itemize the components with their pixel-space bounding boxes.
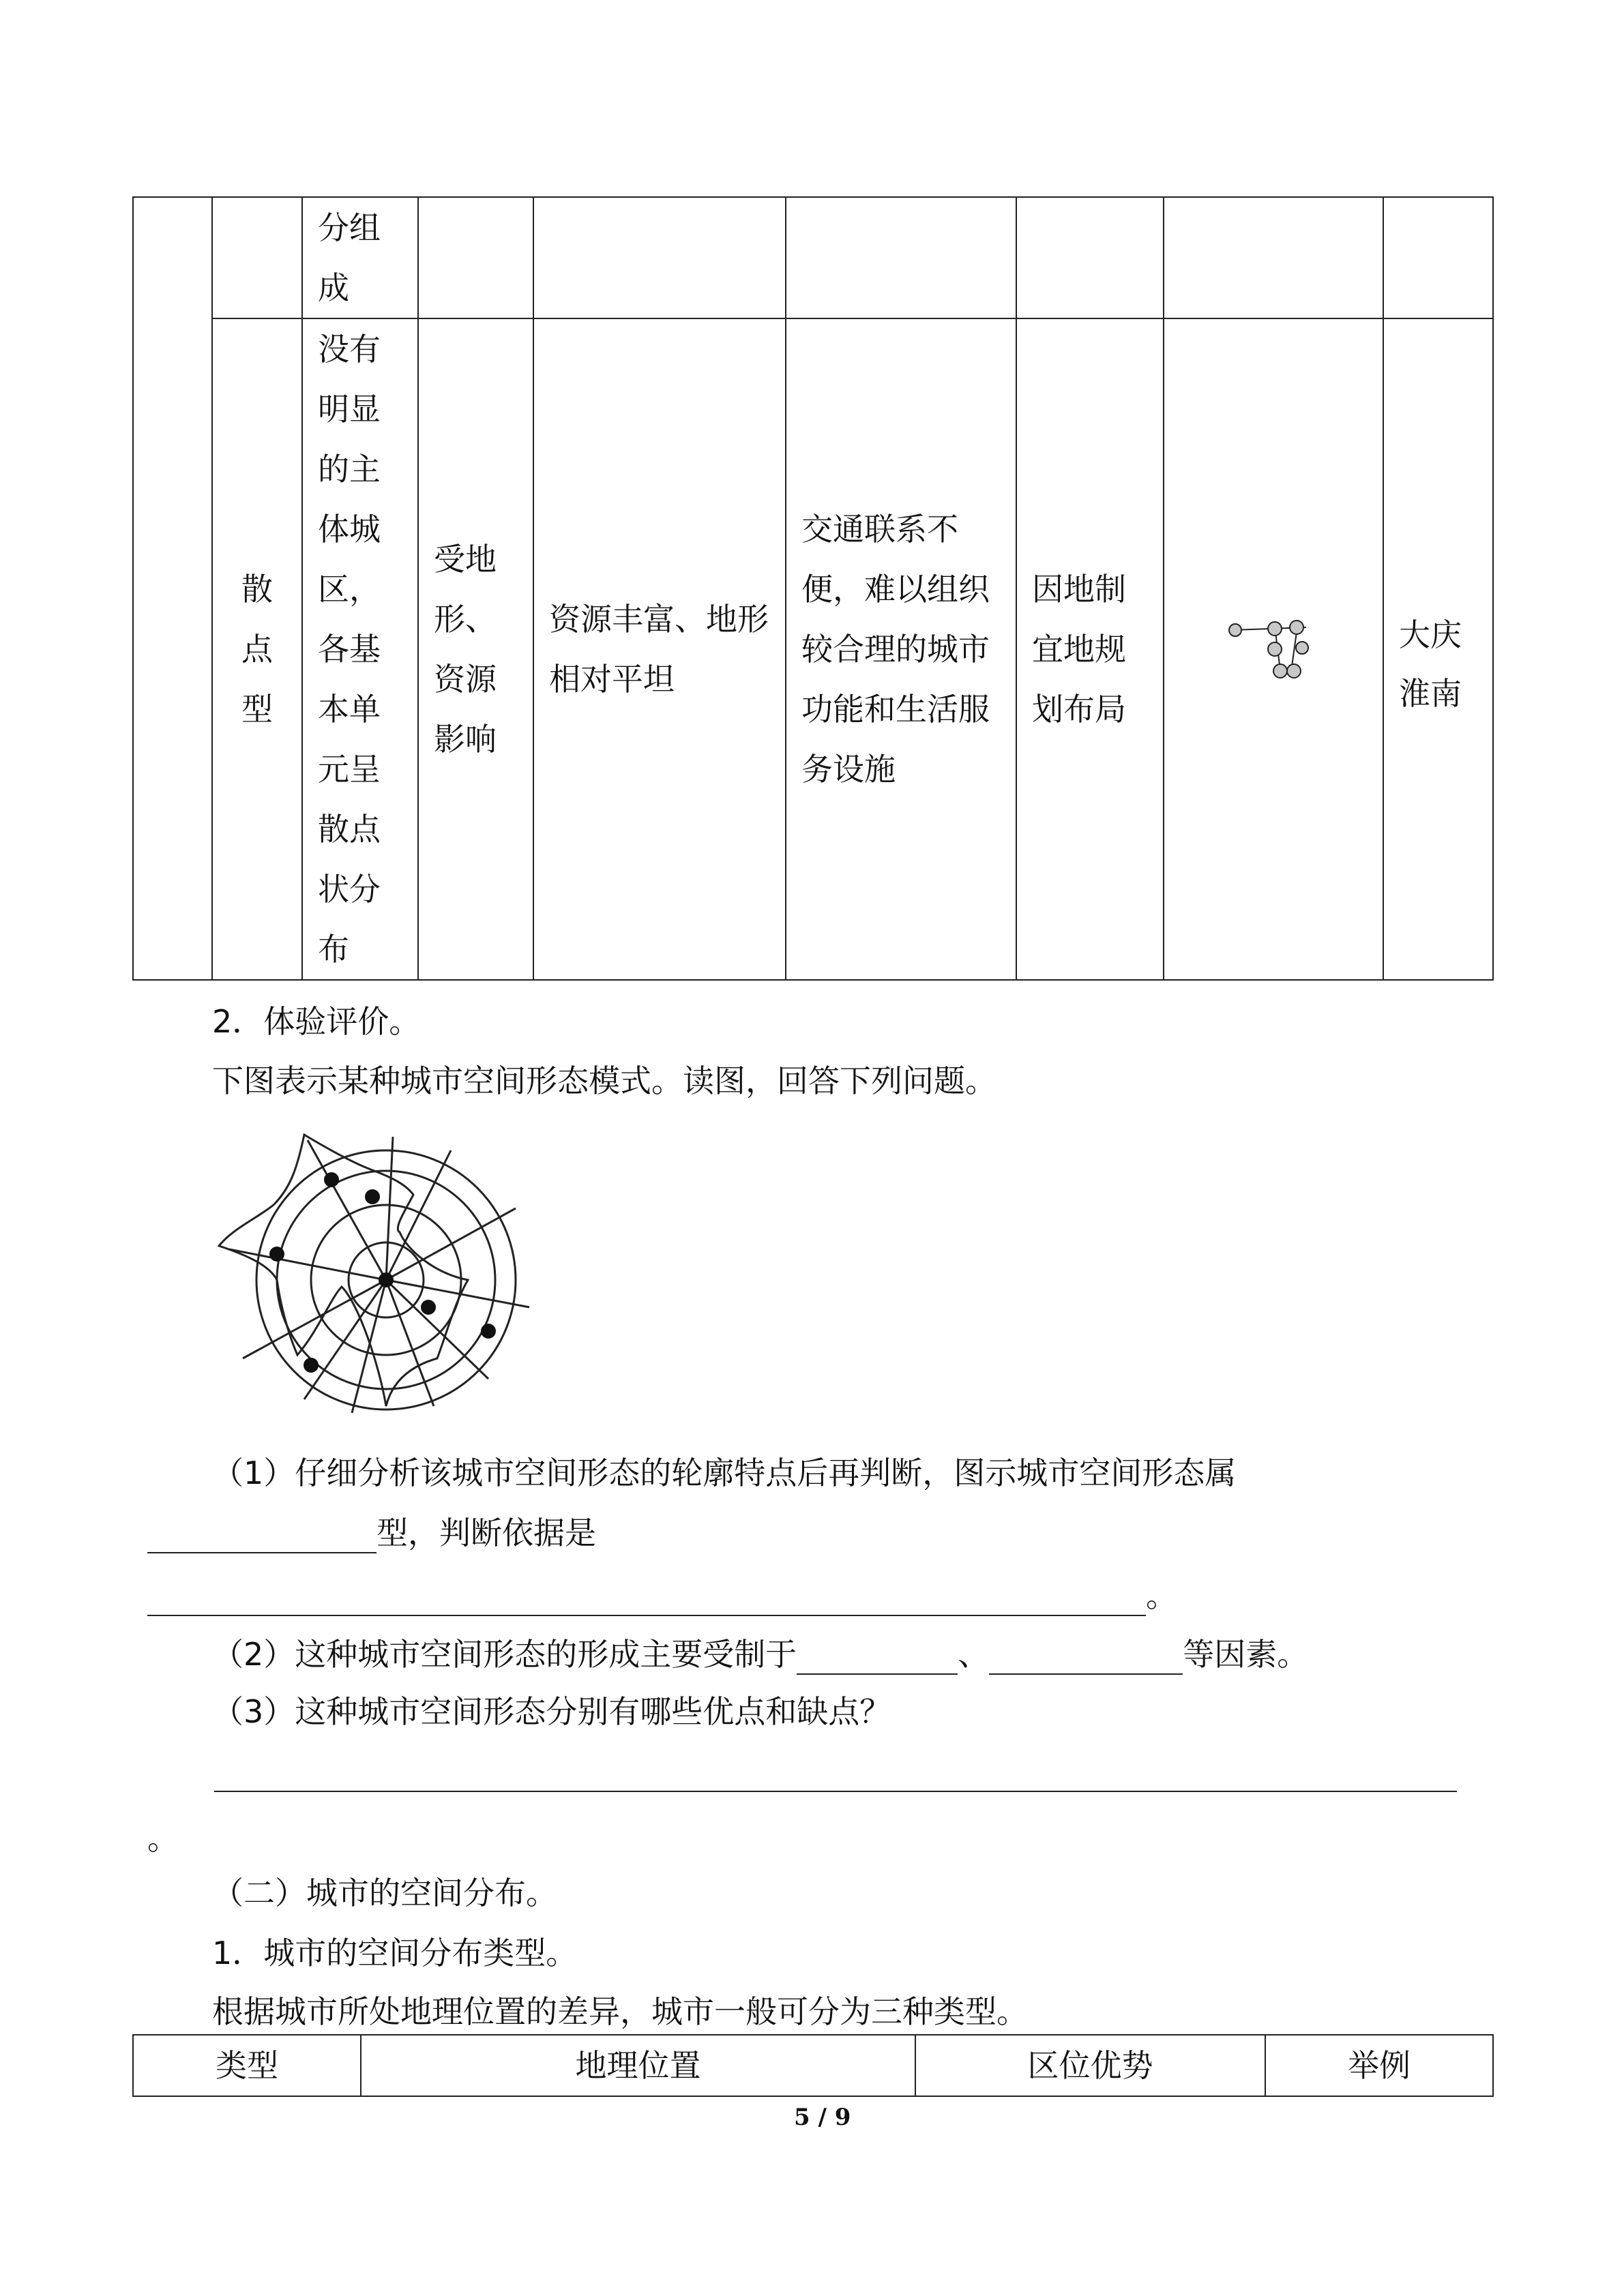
type-label: 散点型 bbox=[241, 571, 273, 728]
question-1-line2: 型，判断依据是 bbox=[147, 1512, 596, 1553]
table-cell bbox=[533, 197, 786, 318]
table-header: 类型 bbox=[133, 2035, 361, 2096]
question-1-line3: 。 bbox=[147, 1575, 1177, 1616]
example-text: 大庆 bbox=[1399, 616, 1462, 653]
table-cell bbox=[302, 318, 418, 980]
measure-text: 因地制宜地规划布局 bbox=[1032, 571, 1126, 728]
question-3: （3）这种城市空间形态分别有哪些优点和缺点？ bbox=[212, 1693, 891, 1730]
table-cell bbox=[1164, 318, 1383, 980]
table-cell bbox=[418, 318, 533, 980]
table-row bbox=[133, 2035, 1493, 2096]
table-cell bbox=[1383, 318, 1493, 980]
answer-blank[interactable] bbox=[989, 1642, 1183, 1675]
table-cell bbox=[212, 197, 302, 318]
feature-text: 分组成 bbox=[318, 209, 381, 306]
answer-line[interactable] bbox=[214, 1791, 1457, 1792]
advantage-text: 资源丰富、地形相对平坦 bbox=[549, 601, 769, 698]
page-number: 5 / 9 bbox=[794, 2104, 851, 2131]
section-heading: （二）城市的空间分布。 bbox=[212, 1875, 557, 1911]
intro-text: 下图表示某种城市空间形态模式。读图，回答下列问题。 bbox=[212, 1062, 996, 1099]
question-2: （2）这种城市空间形态的形成主要受制于 、 等因素。 bbox=[212, 1634, 1308, 1675]
sub-heading: 1．城市的空间分布类型。 bbox=[212, 1935, 578, 1971]
question-1: （1）仔细分析该城市空间形态的轮廓特点后再判断，图示城市空间形态属 bbox=[212, 1455, 1237, 1491]
city-form-table bbox=[132, 196, 1494, 981]
question-3-end: 。 bbox=[147, 1820, 179, 1857]
answer-blank[interactable] bbox=[147, 1583, 1146, 1616]
table-header: 地理位置 bbox=[361, 2035, 915, 2096]
table-row bbox=[133, 318, 1493, 980]
table-cell bbox=[418, 197, 533, 318]
table-cell bbox=[1383, 197, 1493, 318]
table-cell bbox=[1164, 197, 1383, 318]
intro-text: 根据城市所处地理位置的差异，城市一般可分为三种类型。 bbox=[212, 1993, 1028, 2030]
table-cell bbox=[533, 318, 786, 980]
city-distribution-table bbox=[132, 2034, 1494, 2097]
table-row bbox=[133, 197, 1493, 318]
scatter-city-diagram-icon bbox=[1226, 615, 1321, 683]
table-cell bbox=[786, 197, 1016, 318]
table-cell bbox=[212, 318, 302, 980]
cause-text: 受地形、资源影响 bbox=[434, 541, 497, 758]
feature-text: 没有明显的主体城区，各基本单元呈散点状分布 bbox=[318, 331, 381, 968]
table-cell bbox=[1016, 197, 1164, 318]
table-cell bbox=[133, 197, 212, 980]
table-cell bbox=[1016, 318, 1164, 980]
answer-blank[interactable] bbox=[797, 1642, 958, 1675]
table-header: 举例 bbox=[1265, 2035, 1493, 2096]
disadvantage-text: 交通联系不便，难以组织较合理的城市功能和生活服务设施 bbox=[801, 511, 990, 788]
table-cell bbox=[302, 197, 418, 318]
radial-city-form-diagram-icon bbox=[216, 1127, 557, 1420]
table-cell bbox=[786, 318, 1016, 980]
example-text: 淮南 bbox=[1399, 675, 1462, 712]
answer-blank[interactable] bbox=[147, 1521, 377, 1553]
section-heading: 2．体验评价。 bbox=[212, 1003, 421, 1040]
table-header: 区位优势 bbox=[915, 2035, 1265, 2096]
